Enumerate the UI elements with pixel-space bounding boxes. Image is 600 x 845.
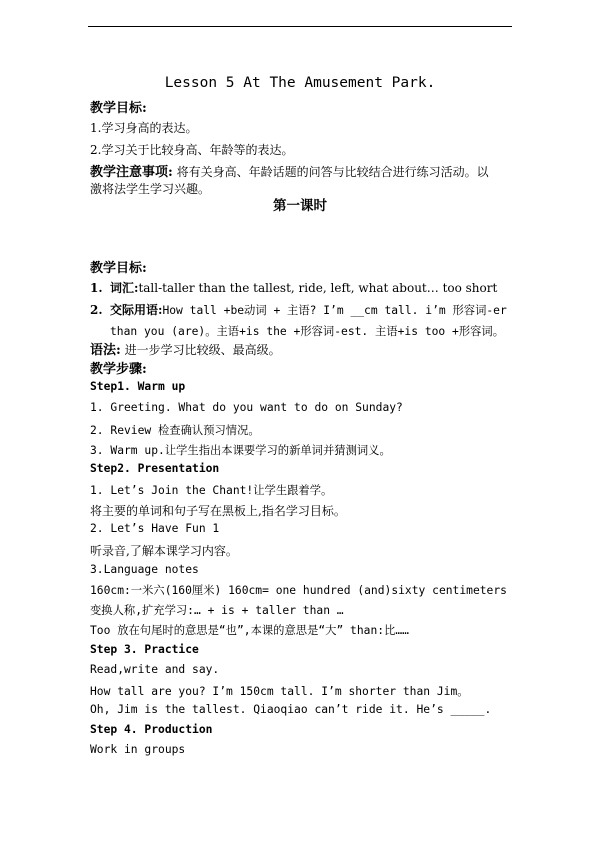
- vocab-number: 1.: [90, 281, 103, 295]
- section-title: 第一课时: [273, 198, 327, 214]
- header-goals-label: 教学目标:: [90, 101, 147, 116]
- attention-note: [90, 161, 489, 180]
- step3-heading: Step 3. Practice: [90, 643, 199, 656]
- lesson-title: Lesson 5 At The Amusement Park.: [164, 75, 436, 91]
- step1-heading: Step1. Warm up: [90, 380, 186, 393]
- phrases-item: [90, 301, 507, 318]
- step2-heading: Step2. Presentation: [90, 462, 220, 475]
- step2-item-4: 听录音,了解本课学习内容。: [90, 544, 238, 558]
- header-goal-2: 2.学习关于比较身高、年龄等的表达。: [90, 143, 294, 157]
- step2-item-3: 2. Let’s Have Fun 1: [90, 522, 220, 535]
- header-goal-1: 1.学习身高的表达。: [90, 121, 198, 135]
- step1-item-2: 2. Review 检查确认预习情况。: [90, 424, 260, 437]
- goals-label: 教学目标:: [90, 261, 147, 276]
- grammar-text: 进一步学习比较级、最高级。: [124, 343, 281, 357]
- attention-text-cont: 激将法学生学习兴趣。: [90, 182, 211, 196]
- step1-item-1: 1. Greeting. What do you want to do on Sunday?: [90, 401, 403, 414]
- step3-item-2: How tall are you? I’m 150cm tall. I’m shorter than Jim。: [90, 685, 469, 698]
- attention-label: 教学注意事项:: [90, 165, 173, 180]
- vocab-label: 词汇:: [110, 281, 139, 295]
- vocab-text: tall-taller than the tallest, ride, left, what about… too short: [138, 281, 498, 295]
- step2-item-5: 3.Language notes: [90, 563, 199, 576]
- top-rule: [88, 26, 512, 27]
- phrases-text: How tall +be动词 + 主语? I’m __cm tall. i’m 形容词-er: [162, 304, 507, 317]
- phrases-text-cont: than you (are)。主语+is the +形容词-est. 主语+is too +形容词。: [110, 325, 505, 338]
- step2-item-7: 变换人称,扩充学习:… + is + taller than …: [90, 604, 344, 617]
- grammar-item: [90, 339, 281, 358]
- vocab-item: [90, 279, 497, 296]
- grammar-label: 语法:: [90, 343, 121, 358]
- step4-heading: Step 4. Production: [90, 723, 213, 736]
- step3-item-3: Oh, Jim is the tallest. Qiaoqiao can’t ride it. He’s _____.: [90, 703, 492, 716]
- phrases-number: 2.: [90, 303, 103, 317]
- phrases-label: 交际用语:: [110, 303, 163, 317]
- step2-item-2: 将主要的单词和句子写在黑板上,指名学习目标。: [90, 504, 346, 518]
- step2-item-1: 1. Let’s Join the Chant!让学生跟着学。: [90, 484, 333, 497]
- step4-item-1: Work in groups: [90, 743, 186, 756]
- attention-text: 将有关身高、年龄话题的问答与比较结合进行练习活动。以: [176, 165, 489, 179]
- steps-label: 教学步骤:: [90, 362, 147, 377]
- step3-item-1: Read,write and say.: [90, 663, 220, 676]
- step1-item-3: 3. Warm up.让学生指出本课要学习的新单词并猜测词义。: [90, 444, 391, 457]
- step2-item-6: 160cm:一米六(160厘米) 160cm= one hundred (and)sixty centimeters: [90, 584, 507, 597]
- step2-item-8: Too 放在句尾时的意思是“也”,本课的意思是“大” than:比……: [90, 624, 409, 637]
